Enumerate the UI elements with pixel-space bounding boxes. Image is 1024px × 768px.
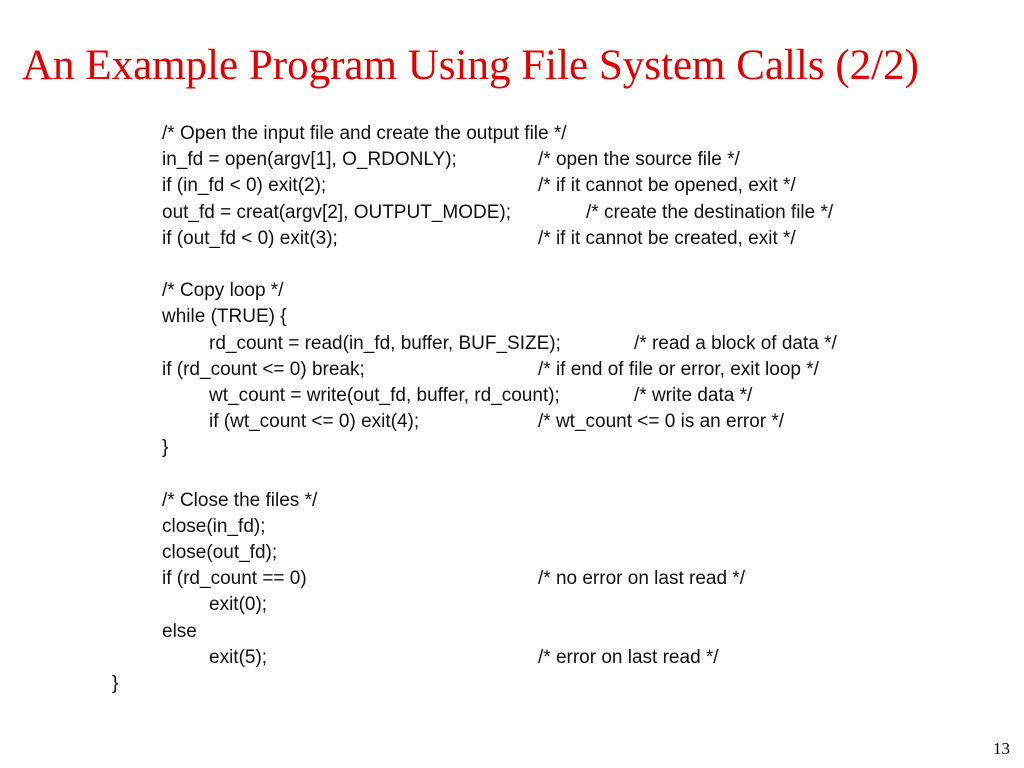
code-line (0, 278, 1024, 304)
code-text: /* Open the input file and create the output file */ (162, 123, 567, 144)
code-line-blank (0, 252, 1024, 278)
code-comment: /* create the destination file */ (586, 201, 834, 223)
code-line (0, 173, 1024, 199)
code-text: wt_count = write(out_fd, buffer, rd_count); (209, 384, 560, 406)
code-line (0, 619, 1024, 645)
code-line (0, 435, 1024, 461)
code-text: exit(0); (209, 594, 268, 616)
code-text: if (rd_count == 0) (162, 568, 307, 590)
code-text: close(out_fd); (162, 542, 278, 563)
code-text: while (TRUE) { (162, 306, 287, 328)
code-text: rd_count = read(in_fd, buffer, BUF_SIZE); (209, 332, 561, 354)
code-text: else (162, 620, 197, 642)
code-line (0, 357, 1024, 383)
code-text: } (162, 437, 169, 459)
code-line (0, 592, 1024, 618)
code-comment: /* wt_count <= 0 is an error */ (538, 411, 785, 433)
slide-title: An Example Program Using File System Calls (2/2) (22, 42, 919, 89)
code-text: if (in_fd < 0) exit(2); (162, 175, 327, 197)
code-text: out_fd = creat(argv[2], OUTPUT_MODE); (162, 201, 511, 223)
code-line (0, 121, 1024, 147)
code-line (0, 226, 1024, 252)
code-text: close(in_fd); (162, 515, 266, 537)
code-line (0, 383, 1024, 409)
code-text: if (out_fd < 0) exit(3); (162, 227, 338, 249)
code-line (0, 147, 1024, 173)
code-line-blank (0, 461, 1024, 487)
code-line (0, 304, 1024, 330)
code-line (0, 566, 1024, 592)
code-text: } (112, 672, 119, 694)
code-comment: /* error on last read */ (538, 646, 719, 668)
code-text: if (rd_count <= 0) break; (162, 358, 365, 380)
code-text: /* Close the files */ (162, 489, 318, 511)
code-text: in_fd = open(argv[1], O_RDONLY); (162, 149, 457, 171)
page-number: 13 (993, 739, 1010, 758)
code-line (0, 409, 1024, 435)
code-text: /* Copy loop */ (162, 280, 284, 302)
code-line (0, 200, 1024, 226)
code-line (0, 645, 1024, 671)
code-line (0, 671, 1024, 697)
code-line (0, 488, 1024, 514)
code-listing (0, 121, 1024, 697)
code-comment: /* write data */ (634, 384, 753, 406)
code-comment: /* open the source file */ (538, 149, 740, 171)
code-line (0, 331, 1024, 357)
code-line (0, 540, 1024, 566)
code-text: exit(5); (209, 646, 268, 668)
code-comment: /* if it cannot be opened, exit */ (538, 175, 796, 197)
code-line (0, 514, 1024, 540)
code-comment: /* if end of file or error, exit loop */ (538, 358, 819, 380)
code-comment: /* if it cannot be created, exit */ (538, 227, 796, 249)
code-comment: /* no error on last read */ (538, 568, 745, 590)
code-text: if (wt_count <= 0) exit(4); (209, 411, 420, 433)
code-comment: /* read a block of data */ (634, 332, 837, 354)
